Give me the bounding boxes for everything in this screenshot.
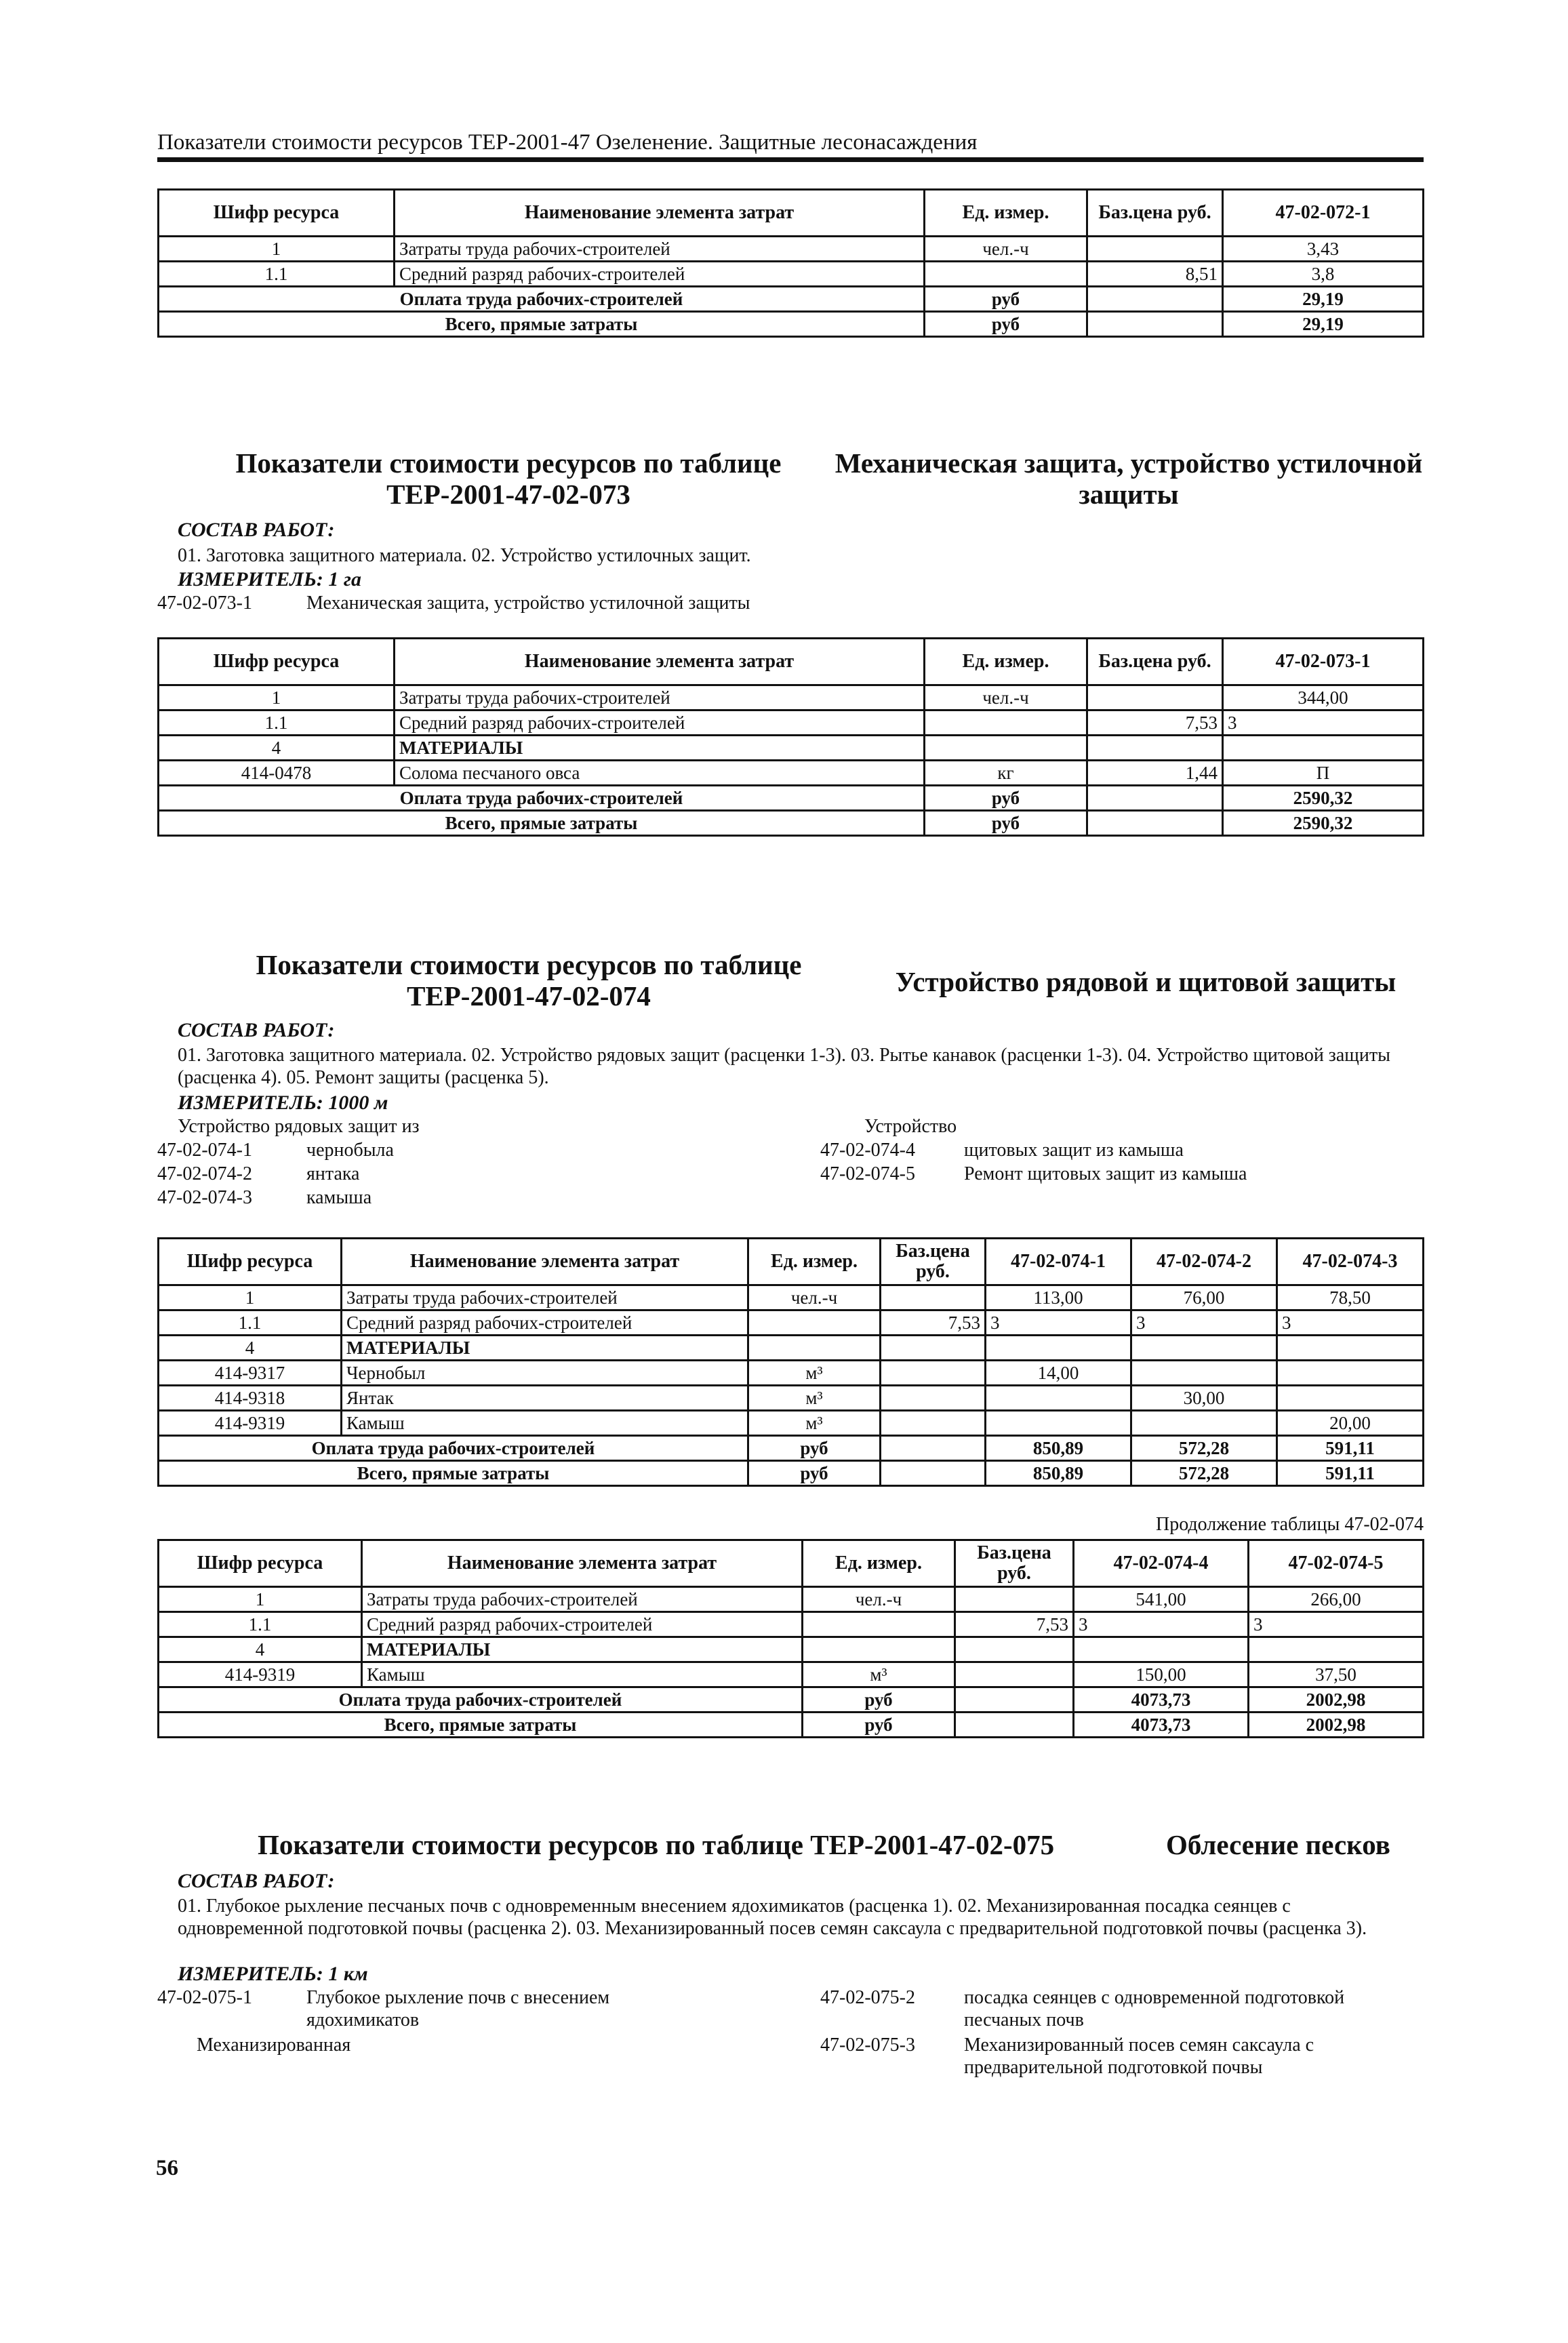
cell: 3 [1074,1612,1249,1637]
col-header: Наименование элемента затрат [395,639,925,685]
cell [881,1411,986,1436]
cell [881,1386,986,1411]
cell [1131,1411,1277,1436]
cell: 1,44 [1087,761,1223,786]
cell: Камыш [342,1411,748,1436]
cell [1087,312,1223,337]
col-header: Баз.цена руб. [1087,639,1223,685]
cell: 3,8 [1223,262,1424,287]
cell: 344,00 [1223,685,1424,710]
cell: 29,19 [1223,312,1424,337]
cell: Затраты труда рабочих-строителей [395,685,925,710]
table-row [159,736,1424,761]
cell: м³ [748,1386,881,1411]
table-074-part1 [157,1237,1424,1487]
table-row [159,262,1424,287]
cell: 1 [159,1587,362,1612]
cell: 113,00 [986,1285,1131,1310]
cell [881,1361,986,1386]
rate-code: 47-02-075-1 [157,1987,252,2008]
cell: 8,51 [1087,262,1223,287]
cell: Средний разряд рабочих-строителей [395,262,925,287]
sostav-label: СОСТАВ РАБОТ: [178,1019,335,1041]
col-header: 47-02-074-5 [1249,1540,1424,1587]
cell [986,1336,1131,1361]
izmeritel-label: ИЗМЕРИТЕЛЬ: 1000 м [178,1092,388,1114]
cell [1277,1386,1424,1411]
table-row [159,1687,1424,1713]
rate-desc: Механизированный посев семян саксаула с предварительной подготовкой почвы [964,2035,1314,2078]
cell [955,1637,1074,1662]
cell: кг [925,761,1087,786]
cell [986,1411,1131,1436]
table-header-row [159,639,1424,685]
rate-code: 47-02-073-1 [157,593,252,614]
cell: 14,00 [986,1361,1131,1386]
cell: 2002,98 [1249,1713,1424,1738]
table-row [159,811,1424,836]
cell: 2590,32 [1223,811,1424,836]
table-row [159,1336,1424,1361]
cell: 414-9319 [159,1662,362,1687]
table-row [159,1662,1424,1687]
table-row [159,1310,1424,1336]
cell: 4073,73 [1074,1687,1249,1713]
rate-code: 47-02-074-1 [157,1140,252,1161]
section-subtitle-074: Устройство рядовой и щитовой защиты [895,966,1396,997]
cell: 20,00 [1277,1411,1424,1436]
cell: руб [803,1713,955,1738]
section-title-075: Показатели стоимости ресурсов по таблице ТЕР-2001-47-02-075 [258,1829,1055,1860]
rate-desc: чернобыла [306,1140,394,1161]
rate-code: 47-02-075-2 [820,1987,915,2008]
cell: Затраты труда рабочих-строителей [362,1587,803,1612]
table-row [159,1637,1424,1662]
cell: Янтак [342,1386,748,1411]
table-073 [157,637,1424,837]
col-header: 47-02-072-1 [1223,190,1424,237]
section-title-073: Показатели стоимости ресурсов по таблице ТЕР-2001-47-02-073 [235,447,782,510]
cell: чел.-ч [748,1285,881,1310]
rate-desc: щитовых защит из камыша [964,1140,1184,1161]
cell: руб [925,287,1087,312]
cell: 1.1 [159,262,395,287]
cell [748,1310,881,1336]
rate-code: 47-02-074-4 [820,1140,915,1161]
table-row [159,1285,1424,1310]
cell: Средний разряд рабочих-строителей [342,1310,748,1336]
col-header: Ед. измер. [803,1540,955,1587]
cell: м³ [748,1361,881,1386]
cell: 1 [159,685,395,710]
cell [1087,736,1223,761]
table-row [159,1386,1424,1411]
cell [955,1713,1074,1738]
cell: руб [925,312,1087,337]
cell: Всего, прямые затраты [159,312,925,337]
table-row [159,1612,1424,1637]
cell: 76,00 [1131,1285,1277,1310]
cell [1087,786,1223,811]
cell: 414-9319 [159,1411,342,1436]
col-header: 47-02-074-3 [1277,1239,1424,1285]
table-072 [157,188,1424,338]
cell: Средний разряд рабочих-строителей [395,710,925,736]
cell: 1.1 [159,1310,342,1336]
cell: 572,28 [1131,1461,1277,1486]
cell [955,1587,1074,1612]
cell: Всего, прямые затраты [159,1461,748,1486]
cell: 850,89 [986,1436,1131,1461]
cell [881,1436,986,1461]
col-header: Наименование элемента затрат [362,1540,803,1587]
table-row [159,710,1424,736]
rate-desc: Механическая защита, устройство устилочной защиты [306,593,750,614]
table-row [159,786,1424,811]
cell: Оплата труда рабочих-строителей [159,1436,748,1461]
cell: 1.1 [159,710,395,736]
page-header: Показатели стоимости ресурсов ТЕР-2001-47 Озеленение. Защитные лесонасаждения [157,130,978,155]
cell [1277,1361,1424,1386]
cell [803,1637,955,1662]
cell: 4 [159,1336,342,1361]
cell [803,1612,955,1637]
cell: Оплата труда рабочих-строителей [159,1687,803,1713]
cell: 4 [159,736,395,761]
rate-desc: Глубокое рыхление почв с внесением ядохимикатов [306,1987,610,2030]
cell: 266,00 [1249,1587,1424,1612]
cell: руб [925,811,1087,836]
table-row [159,1361,1424,1386]
cell [1087,811,1223,836]
cell: руб [748,1461,881,1486]
cell: руб [925,786,1087,811]
cell: 414-0478 [159,761,395,786]
cell: 414-9318 [159,1386,342,1411]
cell: 37,50 [1249,1662,1424,1687]
cell: м³ [748,1411,881,1436]
cell: 30,00 [1131,1386,1277,1411]
col-header: Баз.цена руб. [881,1239,986,1285]
cell: 3 [1223,710,1424,736]
cell: 78,50 [1277,1285,1424,1310]
cell [955,1687,1074,1713]
rate-desc: камыша [306,1187,372,1208]
cell [1131,1336,1277,1361]
cell [925,262,1087,287]
cell: чел.-ч [925,685,1087,710]
continuation-note: Продолжение таблицы 47-02-074 [1155,1514,1424,1535]
cell: 3 [1249,1612,1424,1637]
cell: 1 [159,1285,342,1310]
cell: Оплата труда рабочих-строителей [159,786,925,811]
cell [881,1285,986,1310]
cell: 3 [986,1310,1131,1336]
cell: Оплата труда рабочих-строителей [159,287,925,312]
rate-code: 47-02-074-2 [157,1163,252,1184]
sostav-text: 01. Заготовка защитного материала. 02. Устройство устилочных защит. [178,545,751,566]
rate-desc: Ремонт щитовых защит из камыша [964,1163,1247,1184]
list-heading: Устройство рядовых защит из [178,1116,420,1137]
izmeritel-label: ИЗМЕРИТЕЛЬ: 1 км [178,1963,368,1985]
table-row [159,287,1424,312]
sostav-label: СОСТАВ РАБОТ: [178,519,335,541]
cell: 29,19 [1223,287,1424,312]
cell: 541,00 [1074,1587,1249,1612]
table-row [159,1411,1424,1436]
cell: 3,43 [1223,237,1424,262]
sostav-text: 01. Глубокое рыхление песчаных почв с одновременным внесением ядохимикатов (расценка 1). 02. Механизированная посадка сеянцев с одновременной подготовкой почвы (расценка 2). 03. Механизированный посев семян саксаула с предварительной подготовкой почвы (расценка 3). [178,1896,1367,1939]
cell [1249,1637,1424,1662]
cell [748,1336,881,1361]
cell: 7,53 [881,1310,986,1336]
cell [1277,1336,1424,1361]
table-header-row [159,1239,1424,1285]
cell [881,1461,986,1486]
cell: 3 [1277,1310,1424,1336]
col-header: 47-02-074-1 [986,1239,1131,1285]
cell [1087,685,1223,710]
cell: 591,11 [1277,1436,1424,1461]
cell: 1.1 [159,1612,362,1637]
cell: 591,11 [1277,1461,1424,1486]
cell [986,1386,1131,1411]
cell: 3 [1131,1310,1277,1336]
col-header: Баз.цена руб. [955,1540,1074,1587]
rate-code: 47-02-074-3 [157,1187,252,1208]
rate-code: 47-02-075-3 [820,2035,915,2056]
rate-desc: посадка сеянцев с одновременной подготовкой песчаных почв [964,1987,1345,2030]
cell [1087,287,1223,312]
cell: 2590,32 [1223,786,1424,811]
cell: руб [803,1687,955,1713]
cell: Всего, прямые затраты [159,811,925,836]
col-header: Шифр ресурса [159,639,395,685]
cell: 2002,98 [1249,1687,1424,1713]
cell [1223,736,1424,761]
cell: МАТЕРИАЛЫ [362,1637,803,1662]
sostav-label: СОСТАВ РАБОТ: [178,1870,335,1892]
section-title-074: Показатели стоимости ресурсов по таблице ТЕР-2001-47-02-074 [256,949,802,1012]
cell: Затраты труда рабочих-строителей [395,237,925,262]
col-header: Наименование элемента затрат [395,190,925,237]
col-header: Шифр ресурса [159,1540,362,1587]
cell: Затраты труда рабочих-строителей [342,1285,748,1310]
sostav-text: 01. Заготовка защитного материала. 02. Устройство рядовых защит (расценки 1-3). 03. Рытье канавок (расценки 1-3). 04. Устройство щитовой защиты (расценка 4). 05. Ремонт защиты (расценка 5). [178,1045,1390,1088]
rate-desc: Механизированная [197,2035,351,2056]
cell [925,736,1087,761]
col-header: Шифр ресурса [159,190,395,237]
cell: Чернобыл [342,1361,748,1386]
header-rule [157,157,1424,162]
table-header-row [159,190,1424,237]
cell: 7,53 [955,1612,1074,1637]
cell: Средний разряд рабочих-строителей [362,1612,803,1637]
col-header: Ед. измер. [925,190,1087,237]
cell: чел.-ч [925,237,1087,262]
cell [1087,237,1223,262]
cell: руб [748,1436,881,1461]
col-header: Шифр ресурса [159,1239,342,1285]
table-header-row [159,1540,1424,1587]
cell [881,1336,986,1361]
cell: 572,28 [1131,1436,1277,1461]
cell [1074,1637,1249,1662]
cell: м³ [803,1662,955,1687]
table-074-part2 [157,1539,1424,1738]
cell: 1 [159,237,395,262]
rate-code: 47-02-074-5 [820,1163,915,1184]
cell [1131,1361,1277,1386]
cell: 850,89 [986,1461,1131,1486]
cell: чел.-ч [803,1587,955,1612]
col-header: Наименование элемента затрат [342,1239,748,1285]
table-row [159,1587,1424,1612]
section-subtitle-075: Облесение песков [1166,1829,1390,1860]
cell: 4073,73 [1074,1713,1249,1738]
list-heading: Устройство [864,1116,957,1137]
table-row [159,1436,1424,1461]
cell: 4 [159,1637,362,1662]
cell [925,710,1087,736]
table-row [159,312,1424,337]
table-row [159,1461,1424,1486]
table-row [159,1713,1424,1738]
cell: П [1223,761,1424,786]
cell: Солома песчаного овса [395,761,925,786]
cell: МАТЕРИАЛЫ [395,736,925,761]
cell: МАТЕРИАЛЫ [342,1336,748,1361]
cell [955,1662,1074,1687]
cell: 150,00 [1074,1662,1249,1687]
col-header: Баз.цена руб. [1087,190,1223,237]
table-row [159,761,1424,786]
col-header: Ед. измер. [925,639,1087,685]
col-header: 47-02-074-4 [1074,1540,1249,1587]
col-header: Ед. измер. [748,1239,881,1285]
section-subtitle-073: Механическая защита, устройство устилочной защиты [835,447,1423,510]
cell: 414-9317 [159,1361,342,1386]
col-header: 47-02-074-2 [1131,1239,1277,1285]
cell: 7,53 [1087,710,1223,736]
page-number: 56 [156,2156,178,2180]
table-row [159,237,1424,262]
col-header: 47-02-073-1 [1223,639,1424,685]
table-row [159,685,1424,710]
izmeritel-label: ИЗМЕРИТЕЛЬ: 1 га [178,568,361,590]
rate-desc: янтака [306,1163,360,1184]
cell: Всего, прямые затраты [159,1713,803,1738]
cell: Камыш [362,1662,803,1687]
